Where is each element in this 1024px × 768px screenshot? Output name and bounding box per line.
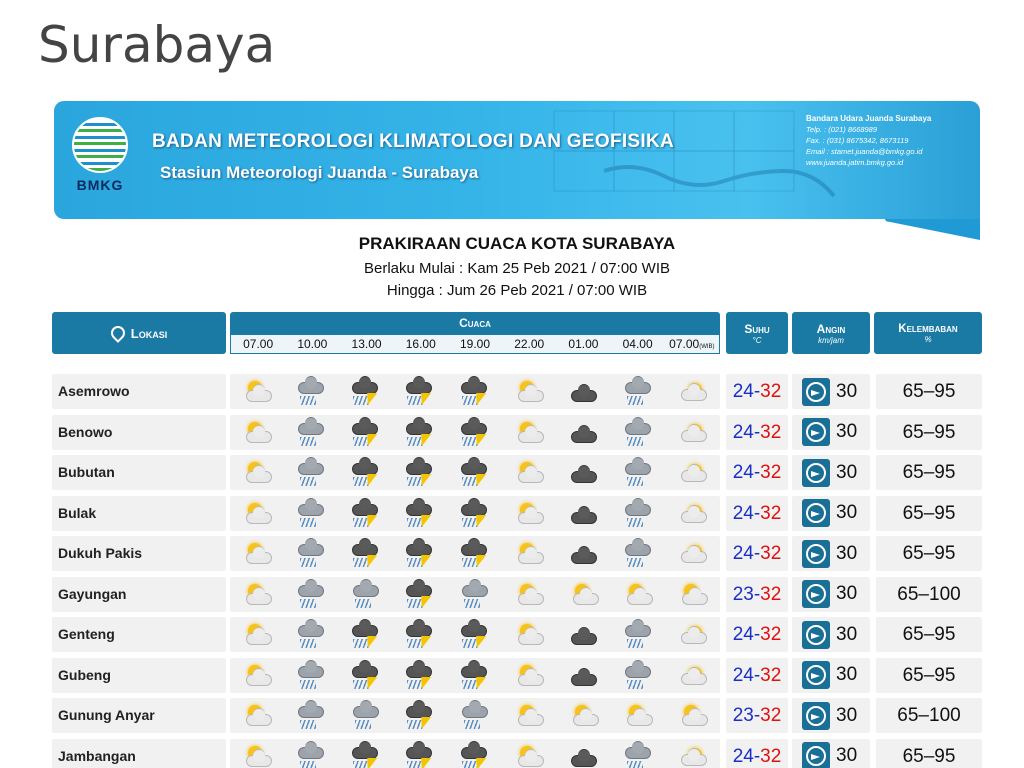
thunderstorm-icon xyxy=(448,536,502,571)
humidity: 65–95 xyxy=(876,658,982,693)
temp-max: 32 xyxy=(760,664,782,686)
light-rain-icon xyxy=(611,658,665,693)
light-rain-icon xyxy=(611,739,665,768)
wind-direction-icon xyxy=(802,661,830,689)
humidity: 65–95 xyxy=(876,536,982,571)
partly-cloudy-icon xyxy=(230,577,284,612)
wind-speed: 30 xyxy=(836,704,858,726)
light-rain-icon xyxy=(448,698,502,733)
table-row xyxy=(52,615,982,656)
thunderstorm-icon xyxy=(339,658,393,693)
forecast-title: PRAKIRAAN CUACA KOTA SURABAYA xyxy=(358,234,676,253)
station-name: Stasiun Meteorologi Juanda - Surabaya xyxy=(160,163,479,182)
humidity: 65–95 xyxy=(876,374,982,409)
contact-title: Bandara Udara Juanda Surabaya xyxy=(806,114,932,123)
wind-speed: 30 xyxy=(836,664,858,685)
temp-separator: - xyxy=(753,664,761,686)
partly-cloudy-icon xyxy=(502,415,556,450)
weather-icons xyxy=(230,455,720,490)
light-rain-icon xyxy=(284,658,338,693)
partly-cloudy-icon xyxy=(502,455,556,490)
temp-max: 32 xyxy=(760,543,782,564)
wind-direction-icon xyxy=(802,378,830,406)
table-row xyxy=(52,696,982,737)
header-cuaca-label: Cuaca xyxy=(230,312,720,334)
light-rain-icon xyxy=(284,617,338,652)
temperature-range xyxy=(726,374,788,409)
header-time-3: 16.00 xyxy=(405,337,436,351)
temperature-range xyxy=(726,658,788,693)
temp-separator: - xyxy=(753,624,761,645)
header-time-0: 07.00 xyxy=(243,337,274,351)
temp-max: 32 xyxy=(760,583,782,605)
temp-min: 24 xyxy=(732,502,754,524)
wind-direction-icon xyxy=(802,540,830,568)
overcast-icon xyxy=(557,415,611,450)
indonesia-map-graphic xyxy=(544,101,844,219)
humidity: 65–100 xyxy=(876,577,982,612)
temp-min: 23 xyxy=(732,705,754,726)
partly-cloudy-icon xyxy=(502,698,556,733)
table-row xyxy=(52,494,982,535)
wind xyxy=(792,658,870,693)
header-lokasi-label: Lokasi xyxy=(130,325,168,341)
partly-cloudy-icon xyxy=(230,536,284,571)
overcast-icon xyxy=(557,617,611,652)
header-time-suffix: (WIB) xyxy=(699,344,715,350)
temp-max: 32 xyxy=(760,421,782,443)
wind xyxy=(792,617,870,652)
partly-cloudy-icon xyxy=(611,698,665,733)
location-name: Gunung Anyar xyxy=(52,698,226,733)
header-suhu xyxy=(726,312,788,354)
wind-direction-icon xyxy=(802,418,830,446)
overcast-icon xyxy=(557,374,611,409)
sunny-cloudy-icon xyxy=(666,374,720,409)
thunderstorm-icon xyxy=(448,496,502,531)
sunny-cloudy-icon xyxy=(666,496,720,531)
temp-max: 32 xyxy=(760,745,782,767)
light-rain-icon xyxy=(448,577,502,612)
temp-max: 32 xyxy=(760,624,782,645)
weather-icons xyxy=(230,577,720,612)
forecast-table xyxy=(52,372,982,768)
bmkg-logo xyxy=(68,117,132,197)
thunderstorm-icon xyxy=(393,455,447,490)
contact-info xyxy=(806,113,931,168)
thunderstorm-icon xyxy=(393,415,447,450)
wind xyxy=(792,374,870,409)
light-rain-icon xyxy=(284,739,338,768)
temp-separator: - xyxy=(753,583,761,605)
light-rain-icon xyxy=(611,536,665,571)
light-rain-icon xyxy=(611,617,665,652)
header-time-1: 10.00 xyxy=(297,337,328,351)
weather-icons xyxy=(230,536,720,571)
wind-speed: 30 xyxy=(836,421,858,442)
sunny-cloudy-icon xyxy=(666,455,720,490)
weather-icons xyxy=(230,496,720,531)
thunderstorm-icon xyxy=(448,374,502,409)
bmkg-logo-text: BMKG xyxy=(76,177,124,193)
humidity: 65–95 xyxy=(876,739,982,768)
temp-min: 23 xyxy=(732,583,754,605)
thunderstorm-icon xyxy=(339,415,393,450)
header-cuaca xyxy=(230,312,720,354)
temp-max: 32 xyxy=(760,462,782,483)
location-name: Bulak xyxy=(52,496,226,531)
location-name: Gubeng xyxy=(52,658,226,693)
partly-cloudy-icon xyxy=(557,577,611,612)
header-time-5: 22.00 xyxy=(514,337,545,351)
partly-cloudy-icon xyxy=(230,698,284,733)
wind-speed: 30 xyxy=(836,745,858,766)
header-time-8: 07.00(WIB) xyxy=(669,337,715,351)
light-rain-icon xyxy=(611,374,665,409)
table-row xyxy=(52,534,982,575)
light-rain-icon xyxy=(284,455,338,490)
temperature-range xyxy=(726,617,788,652)
header-time-7: 04.00 xyxy=(622,337,653,351)
temp-separator: - xyxy=(753,381,761,402)
thunderstorm-icon xyxy=(339,374,393,409)
partly-cloudy-icon xyxy=(502,496,556,531)
weather-icons xyxy=(230,658,720,693)
wind-speed: 30 xyxy=(836,542,858,564)
partly-cloudy-icon xyxy=(230,496,284,531)
header-kelembaban-label: Kelembaban xyxy=(898,322,958,335)
light-rain-icon xyxy=(339,698,393,733)
light-rain-icon xyxy=(284,496,338,531)
agency-name: BADAN METEOROLOGI KLIMATOLOGI DAN GEOFISIKA xyxy=(152,131,675,152)
temperature-range xyxy=(726,415,788,450)
weather-icons xyxy=(230,374,720,409)
temp-min: 24 xyxy=(732,543,754,564)
forecast-valid-from: Berlaku Mulai : Kam 25 Peb 2021 / 07:00 WIB xyxy=(364,260,670,277)
partly-cloudy-icon xyxy=(230,455,284,490)
wind xyxy=(792,739,870,768)
table-row xyxy=(52,372,982,413)
wind-speed: 30 xyxy=(836,461,858,483)
temp-min: 24 xyxy=(732,381,754,402)
wind-direction-icon xyxy=(802,742,830,768)
wind-speed: 30 xyxy=(836,583,858,604)
wind-direction-icon xyxy=(802,499,830,527)
partly-cloudy-icon xyxy=(666,577,720,612)
light-rain-icon xyxy=(611,455,665,490)
partly-cloudy-icon xyxy=(230,658,284,693)
temp-max: 32 xyxy=(760,705,782,726)
contact-web: www.juanda.jatim.bmkg.go.id xyxy=(806,158,904,167)
location-name: Dukuh Pakis xyxy=(52,536,226,571)
temperature-range xyxy=(726,739,788,768)
bmkg-logo-emblem xyxy=(72,117,128,173)
thunderstorm-icon xyxy=(448,455,502,490)
partly-cloudy-icon xyxy=(502,617,556,652)
header-angin xyxy=(792,312,870,354)
humidity: 65–95 xyxy=(876,496,982,531)
thunderstorm-icon xyxy=(448,415,502,450)
humidity: 65–95 xyxy=(876,415,982,450)
location-name: Jambangan xyxy=(52,739,226,768)
thunderstorm-icon xyxy=(393,536,447,571)
header-angin-unit: km/jam xyxy=(818,335,844,345)
temp-separator: - xyxy=(753,502,761,524)
location-name: Asemrowo xyxy=(52,374,226,409)
sunny-cloudy-icon xyxy=(666,617,720,652)
thunderstorm-icon xyxy=(448,658,502,693)
partly-cloudy-icon xyxy=(230,617,284,652)
partly-cloudy-icon xyxy=(557,698,611,733)
temp-separator: - xyxy=(753,421,761,443)
wind xyxy=(792,536,870,571)
page-title: Surabaya xyxy=(38,16,276,74)
thunderstorm-icon xyxy=(339,496,393,531)
thunderstorm-icon xyxy=(339,536,393,571)
sunny-cloudy-icon xyxy=(666,739,720,768)
bmkg-banner xyxy=(54,101,980,219)
light-rain-icon xyxy=(611,415,665,450)
partly-cloudy-icon xyxy=(502,658,556,693)
table-row xyxy=(52,575,982,616)
temp-separator: - xyxy=(753,462,761,483)
overcast-icon xyxy=(557,739,611,768)
header-lokasi xyxy=(52,312,226,354)
thunderstorm-icon xyxy=(393,698,447,733)
temperature-range xyxy=(726,496,788,531)
table-row xyxy=(52,737,982,768)
thunderstorm-icon xyxy=(393,577,447,612)
overcast-icon xyxy=(557,536,611,571)
weather-icons xyxy=(230,739,720,768)
wind-speed: 30 xyxy=(836,380,858,402)
contact-tel: Telp. : (021) 8668989 xyxy=(806,125,878,134)
temp-separator: - xyxy=(753,543,761,564)
temp-max: 32 xyxy=(760,502,782,524)
temp-min: 24 xyxy=(732,462,754,483)
temp-max: 32 xyxy=(760,381,782,402)
humidity: 65–100 xyxy=(876,698,982,733)
header-suhu-label: Suhu xyxy=(744,321,770,336)
wind-direction-icon xyxy=(802,580,830,608)
contact-email: Email : stamet.juanda@bmkg.go.id xyxy=(806,147,923,156)
location-name: Bubutan xyxy=(52,455,226,490)
thunderstorm-icon xyxy=(393,658,447,693)
table-row xyxy=(52,453,982,494)
wind-direction-icon xyxy=(802,621,830,649)
wind xyxy=(792,698,870,733)
header-time-6: 01.00 xyxy=(568,337,599,351)
partly-cloudy-icon xyxy=(230,374,284,409)
light-rain-icon xyxy=(284,374,338,409)
sunny-cloudy-icon xyxy=(666,415,720,450)
weather-icons xyxy=(230,415,720,450)
header-angin-label: Angin xyxy=(816,321,846,336)
partly-cloudy-icon xyxy=(502,536,556,571)
temperature-range xyxy=(726,455,788,490)
light-rain-icon xyxy=(284,536,338,571)
header-times xyxy=(230,334,720,354)
partly-cloudy-icon xyxy=(611,577,665,612)
location-name: Genteng xyxy=(52,617,226,652)
overcast-icon xyxy=(557,496,611,531)
contact-fax: Fax. : (031) 8675342, 8673119 xyxy=(806,136,909,145)
header-kelembaban-unit: % xyxy=(924,334,932,344)
light-rain-icon xyxy=(284,415,338,450)
temperature-range xyxy=(726,536,788,571)
forecast-valid-to: Hingga : Jum 26 Peb 2021 / 07:00 WIB xyxy=(386,282,648,299)
thunderstorm-icon xyxy=(393,617,447,652)
overcast-icon xyxy=(557,455,611,490)
thunderstorm-icon xyxy=(393,496,447,531)
partly-cloudy-icon xyxy=(230,739,284,768)
table-row xyxy=(52,656,982,697)
temperature-range xyxy=(726,577,788,612)
sunny-cloudy-icon xyxy=(666,536,720,571)
partly-cloudy-icon xyxy=(502,374,556,409)
wind xyxy=(792,415,870,450)
thunderstorm-icon xyxy=(339,455,393,490)
sunny-cloudy-icon xyxy=(666,658,720,693)
humidity: 65–95 xyxy=(876,617,982,652)
header-suhu-unit: °C xyxy=(752,335,762,345)
wind-speed: 30 xyxy=(836,623,858,645)
temperature-range xyxy=(726,698,788,733)
light-rain-icon xyxy=(284,698,338,733)
light-rain-icon xyxy=(284,577,338,612)
wind-speed: 30 xyxy=(836,502,858,523)
thunderstorm-icon xyxy=(448,617,502,652)
weather-icons xyxy=(230,617,720,652)
temp-min: 24 xyxy=(732,624,754,645)
partly-cloudy-icon xyxy=(502,739,556,768)
wind-direction-icon xyxy=(802,702,830,730)
thunderstorm-icon xyxy=(448,739,502,768)
humidity: 65–95 xyxy=(876,455,982,490)
temp-min: 24 xyxy=(732,745,754,767)
location-name: Gayungan xyxy=(52,577,226,612)
thunderstorm-icon xyxy=(339,739,393,768)
partly-cloudy-icon xyxy=(230,415,284,450)
temp-separator: - xyxy=(753,745,761,767)
thunderstorm-icon xyxy=(393,739,447,768)
light-rain-icon xyxy=(611,496,665,531)
location-name: Benowo xyxy=(52,415,226,450)
location-pin-icon xyxy=(108,323,128,343)
wind xyxy=(792,577,870,612)
header-time-2: 13.00 xyxy=(351,337,382,351)
header-kelembaban xyxy=(874,312,982,354)
temp-min: 24 xyxy=(732,421,754,443)
thunderstorm-icon xyxy=(339,617,393,652)
weather-icons xyxy=(230,698,720,733)
header-time-4: 19.00 xyxy=(459,337,490,351)
overcast-icon xyxy=(557,658,611,693)
thunderstorm-icon xyxy=(393,374,447,409)
partly-cloudy-icon xyxy=(502,577,556,612)
temp-min: 24 xyxy=(732,664,754,686)
table-row xyxy=(52,413,982,454)
wind-direction-icon xyxy=(802,459,830,487)
temp-separator: - xyxy=(753,705,761,726)
wind xyxy=(792,455,870,490)
wind xyxy=(792,496,870,531)
light-rain-icon xyxy=(339,577,393,612)
partly-cloudy-icon xyxy=(666,698,720,733)
